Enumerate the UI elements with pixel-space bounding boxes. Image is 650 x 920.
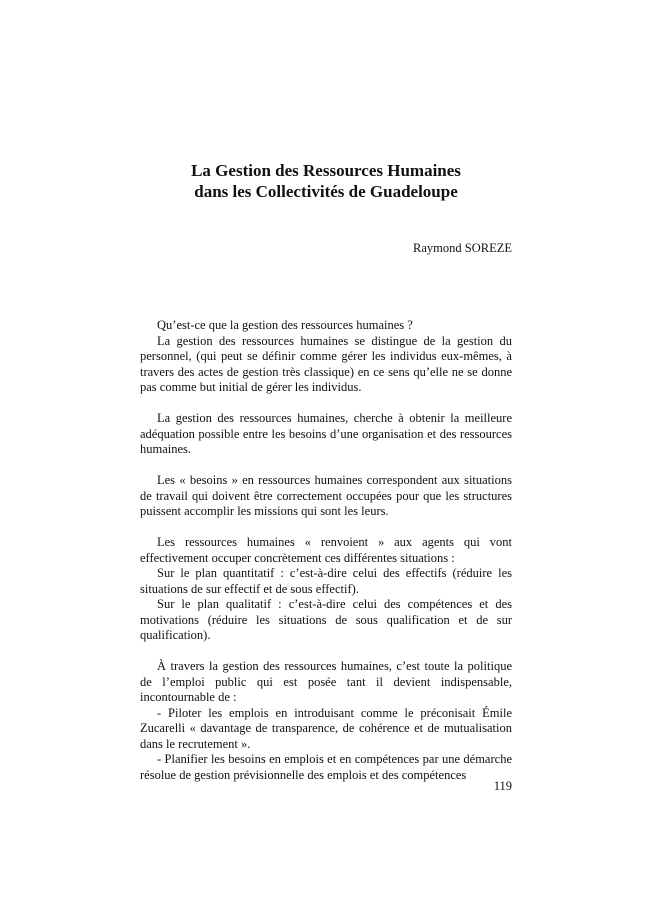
title-line-2: dans les Collectivités de Guadeloupe — [194, 182, 458, 201]
page-number: 119 — [493, 779, 512, 793]
document-title — [140, 160, 512, 202]
paragraph: À travers la gestion des ressources humaines, c’est toute la politique de l’emploi public qui est posée tant il devient indispensable, incontournable de : — [140, 659, 512, 704]
body-text — [140, 318, 512, 783]
paragraph: La gestion des ressources humaines, cherche à obtenir la meilleure adéquation possible entre les besoins d’une organisation et des ressources humaines. — [140, 411, 512, 456]
paragraph: Sur le plan quantitatif : c’est-à-dire celui des effectifs (réduire les situations de sur effectif et de sous effectif). — [140, 566, 512, 596]
paragraph: Sur le plan qualitatif : c’est-à-dire celui des compétences et des motivations (réduire les situations de sous qualification et de sur qualification). — [140, 597, 512, 642]
paragraph: La gestion des ressources humaines se distingue de la gestion du personnel, (qui peut se définir comme gérer les individus eux-mêmes, à travers des actes de gestion très classique) en ce sens qu’elle ne se donne pas comme but initial de gérer les individus. — [140, 333, 512, 394]
paragraph: Qu’est-ce que la gestion des ressources humaines ? — [157, 318, 413, 332]
paragraph: Les « besoins » en ressources humaines correspondent aux situations de travail qui doivent être correctement occupées pour que les structures puissent accomplir les missions qui sont les leurs. — [140, 473, 512, 518]
list-item: - Piloter les emplois en introduisant comme le préconisait Émile Zucarelli « davantage de transparence, de cohérence et de mutualisation dans le recrutement ». — [140, 705, 512, 751]
list-item: - Planifier les besoins en emplois et en compétences par une démarche résolue de gestion prévisionnelle des emplois et des compétences — [140, 752, 512, 782]
title-line-1: La Gestion des Ressources Humaines — [191, 161, 461, 180]
paragraph: Les ressources humaines « renvoient » aux agents qui vont effectivement occuper concrètement ces différentes situations : — [140, 535, 512, 565]
author-name: Raymond SOREZE — [413, 241, 512, 255]
